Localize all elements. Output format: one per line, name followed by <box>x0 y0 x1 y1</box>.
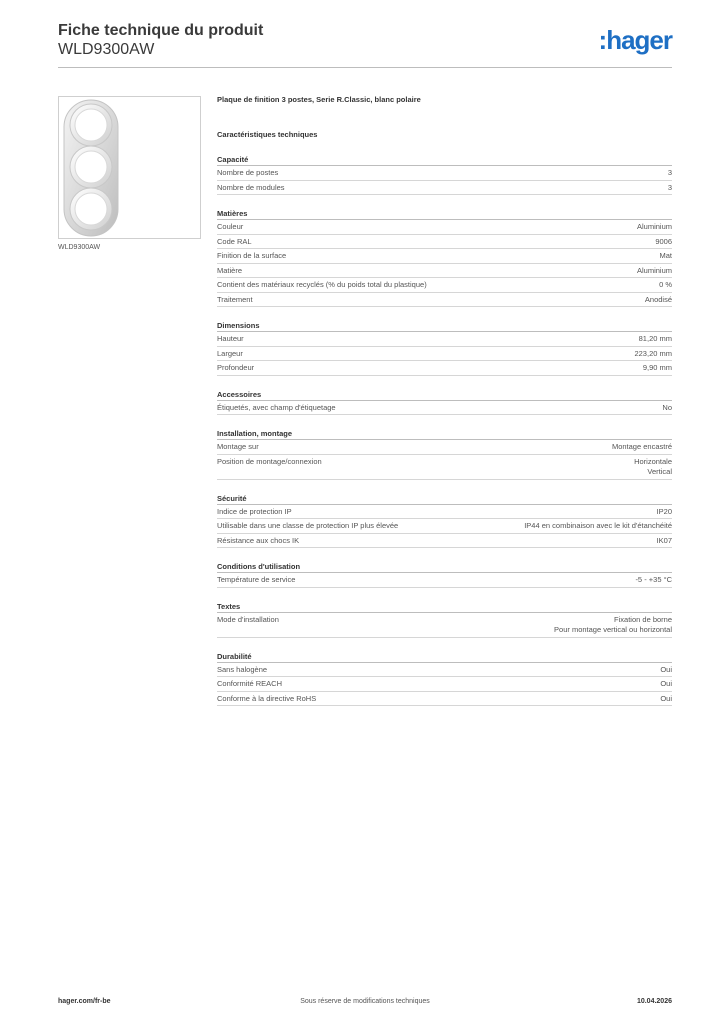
spec-sections <box>217 154 672 706</box>
section-title: Accessoires <box>217 389 672 401</box>
spec-label: Mode d'installation <box>217 614 279 624</box>
spec-value: Oui <box>660 664 672 674</box>
spec-section <box>217 389 672 416</box>
product-image <box>58 96 201 239</box>
spec-value: Fixation de borne Pour montage vertical ou horizontal <box>554 614 672 634</box>
spec-row <box>217 519 672 534</box>
spec-value: 223,20 mm <box>634 348 672 358</box>
spec-value: Mat <box>659 251 672 260</box>
spec-row <box>217 677 672 692</box>
spec-row <box>217 278 672 293</box>
spec-row <box>217 347 672 362</box>
spec-value: Oui <box>660 693 672 703</box>
section-title: Textes <box>217 601 672 613</box>
spec-section <box>217 493 672 549</box>
spec-value: No <box>662 402 672 412</box>
spec-label: Profondeur <box>217 363 255 372</box>
image-caption: WLD9300AW <box>58 244 101 251</box>
spec-value: Aluminium <box>636 265 672 275</box>
spec-section <box>217 208 672 307</box>
spec-row <box>217 181 672 196</box>
section-title: Durabilité <box>217 651 672 663</box>
spec-value: Aluminium <box>636 222 672 231</box>
spec-label: Utilisable dans une classe de protection IP plus élevée <box>217 521 399 530</box>
spec-row <box>217 613 672 638</box>
product-reference: WLD9300AW <box>58 41 155 58</box>
spec-section <box>217 320 672 376</box>
spec-value: IP20 <box>656 506 672 516</box>
spec-row <box>217 235 672 250</box>
spec-row <box>217 249 672 264</box>
spec-section <box>217 154 672 195</box>
spec-value: 0 % <box>659 280 672 289</box>
spec-value: 81,20 mm <box>638 334 672 343</box>
document-title: Fiche technique du produit <box>58 22 264 39</box>
spec-label: Largeur <box>217 348 243 358</box>
spec-label: Conforme à la directive RoHS <box>217 693 317 703</box>
spec-value: Horizontale Vertical <box>634 456 672 476</box>
spec-label: Hauteur <box>217 334 244 343</box>
spec-label: Position de montage/connexion <box>217 456 322 466</box>
spec-value: 3 <box>667 182 672 192</box>
spec-value: Anodisé <box>644 294 672 304</box>
spec-value: 9,90 mm <box>642 363 672 372</box>
spec-value: Montage encastré <box>611 442 672 451</box>
section-title: Dimensions <box>217 320 672 332</box>
spec-value: IK07 <box>656 535 672 545</box>
spec-label: Nombre de modules <box>217 182 285 192</box>
spec-row <box>217 401 672 416</box>
section-title: Capacité <box>217 154 672 166</box>
section-title: Sécurité <box>217 493 672 505</box>
spec-row <box>217 166 672 181</box>
spec-section <box>217 651 672 707</box>
spec-row <box>217 440 672 455</box>
spec-label: Matière <box>217 265 243 275</box>
spec-row <box>217 455 672 480</box>
footer-notice: Sous réserve de modifications techniques <box>300 998 430 1005</box>
spec-section <box>217 428 672 480</box>
spec-label: Température de service <box>217 575 296 584</box>
spec-label: Conformité REACH <box>217 679 283 688</box>
spec-label: Code RAL <box>217 236 252 246</box>
section-title: Conditions d'utilisation <box>217 561 672 573</box>
spec-label: Résistance aux chocs IK <box>217 535 300 545</box>
spec-value: Oui <box>660 679 672 688</box>
spec-label: Étiquetés, avec champ d'étiquetage <box>217 402 336 412</box>
spec-label: Nombre de postes <box>217 168 279 177</box>
spec-row <box>217 220 672 235</box>
spec-label: Sans halogène <box>217 664 268 674</box>
spec-value: 3 <box>667 168 672 177</box>
section-title: Installation, montage <box>217 428 672 440</box>
spec-row <box>217 264 672 279</box>
spec-row <box>217 332 672 347</box>
spec-row <box>217 293 672 308</box>
spec-label: Traitement <box>217 294 253 304</box>
spec-label: Couleur <box>217 222 244 231</box>
spec-value: 9006 <box>655 236 672 246</box>
spec-content <box>217 94 672 706</box>
tech-characteristics-heading: Caractéristiques techniques <box>217 130 318 139</box>
spec-row <box>217 361 672 376</box>
spec-label: Montage sur <box>217 442 259 451</box>
spec-section <box>217 561 672 588</box>
spec-row <box>217 534 672 549</box>
spec-value: IP44 en combinaison avec le kit d'étanchéité <box>524 521 672 530</box>
spec-section <box>217 601 672 638</box>
spec-label: Contient des matériaux recyclés (% du poids total du plastique) <box>217 280 427 289</box>
spec-row <box>217 692 672 707</box>
spec-row <box>217 573 672 588</box>
page-header <box>58 22 672 68</box>
footer-date: 10.04.2026 <box>636 998 672 1005</box>
hager-logo: :hager <box>598 25 672 55</box>
section-title: Matières <box>217 208 672 220</box>
spec-value: -5 - +35 °C <box>635 575 672 584</box>
footer-website[interactable]: hager.com/fr-be <box>58 998 111 1005</box>
spec-label: Indice de protection IP <box>217 506 292 516</box>
product-description: Plaque de finition 3 postes, Serie R.Classic, blanc polaire <box>217 95 421 104</box>
cover-plate-illustration <box>59 97 200 238</box>
spec-row <box>217 663 672 678</box>
spec-row <box>217 505 672 520</box>
spec-label: Finition de la surface <box>217 251 287 260</box>
